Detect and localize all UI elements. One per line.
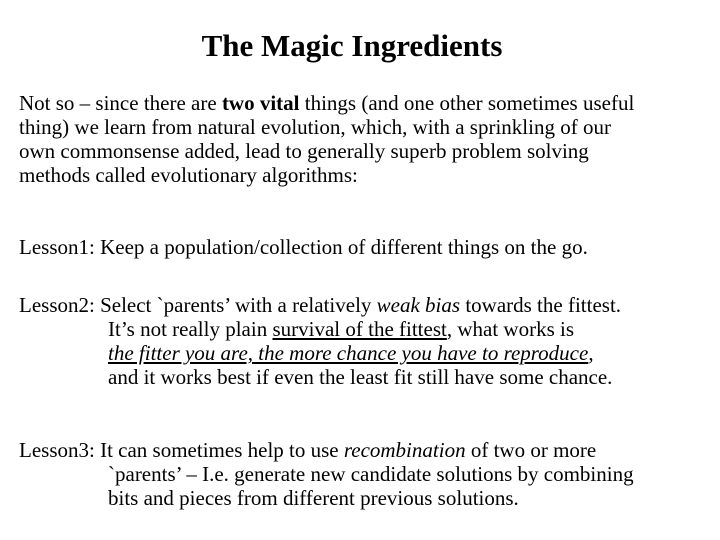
intro-line-4: methods called evolutionary algorithms: [19, 163, 358, 187]
lesson2-underline-fitter: the fitter you are, the more chance you have to reproduce [108, 341, 589, 365]
lesson1-line-1: Lesson1: Keep a population/collection of different things on the go. [19, 235, 588, 259]
lesson3-paragraph [19, 438, 719, 510]
lesson3-emphasis-recombination: recombination [343, 438, 466, 462]
lesson2-paragraph [19, 293, 719, 389]
lesson2-underline-survival: survival of the fittest [272, 317, 447, 341]
lesson2-line-2 [19, 317, 719, 341]
lesson3-text-1c: of two or more [465, 438, 597, 462]
slide-title: The Magic Ingredients [201, 28, 503, 63]
lesson2-text-3b: , [588, 341, 594, 365]
intro-line-2: thing) we learn from natural evolution, which, with a sprinkling of our [19, 115, 611, 139]
lesson2-line-3 [19, 341, 719, 365]
intro-text-1c: things (and one other sometimes useful [299, 91, 635, 115]
lesson1-paragraph [19, 235, 719, 259]
lesson3-text-1a: Lesson3: It can sometimes help to use [19, 438, 344, 462]
intro-line-1 [19, 91, 719, 115]
lesson3-line-1 [19, 438, 719, 462]
intro-emphasis-two-vital: two vital [221, 91, 300, 115]
lesson2-text-1a: Lesson2: Select `parents’ with a relatively [19, 293, 377, 317]
lesson3-line-3: bits and pieces from different previous solutions. [108, 486, 519, 510]
lesson3-line-2: `parents’ – I.e. generate new candidate solutions by combining [108, 462, 634, 486]
lesson2-line-1 [19, 293, 719, 317]
lesson2-line-4: and it works best if even the least fit still have some chance. [108, 365, 613, 389]
lesson2-text-2a: It’s not really plain [108, 317, 273, 341]
lesson2-emphasis-weak-bias: weak bias [376, 293, 461, 317]
intro-text-1a: Not so – since there are [19, 91, 222, 115]
lesson2-text-1c: towards the fittest. [460, 293, 622, 317]
intro-paragraph [19, 91, 719, 187]
lesson2-text-2c: , what works is [446, 317, 575, 341]
intro-line-3: own commonsense added, lead to generally superb problem solving [19, 139, 589, 163]
